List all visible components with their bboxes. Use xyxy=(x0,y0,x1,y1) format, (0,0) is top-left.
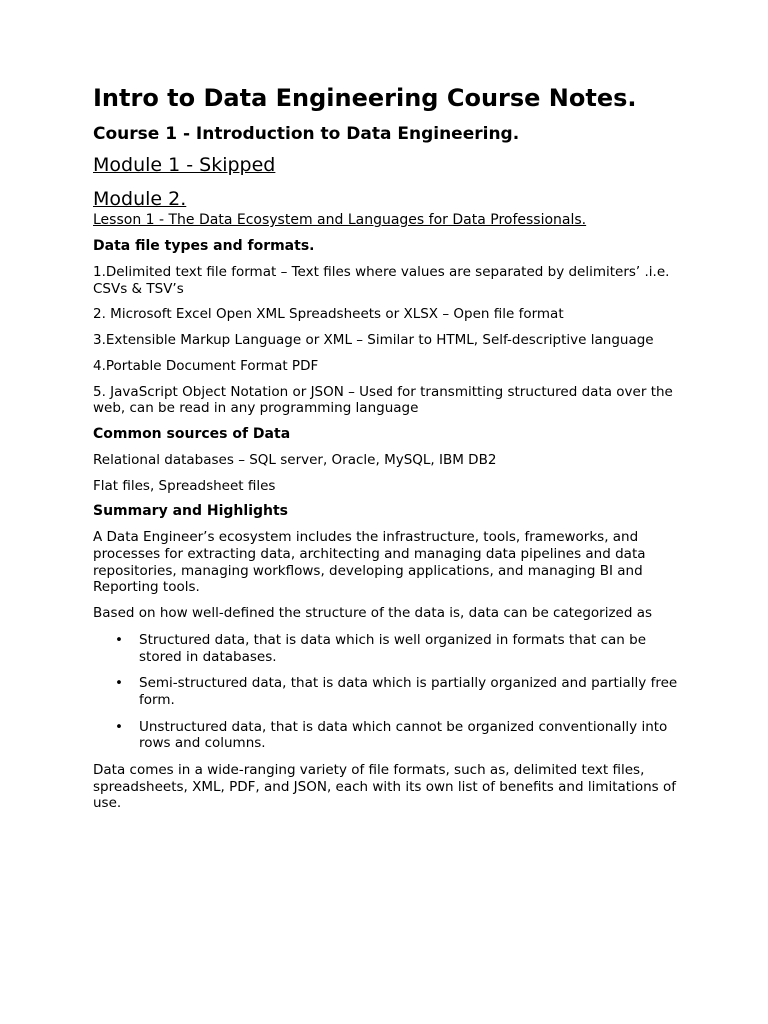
module-2-heading: Module 2. xyxy=(93,188,187,210)
list-item xyxy=(93,719,683,752)
bullet-icon: • xyxy=(115,718,123,735)
list-item xyxy=(93,632,683,665)
document-title: Intro to Data Engineering Course Notes. xyxy=(93,84,637,112)
bullet-icon: • xyxy=(115,675,123,692)
module-1-heading: Module 1 - Skipped xyxy=(93,154,276,176)
lesson-heading: Lesson 1 - The Data Ecosystem and Languages for Data Professionals. xyxy=(93,212,587,228)
summary-heading: Summary and Highlights xyxy=(93,503,289,520)
data-source-item: Relational databases – SQL server, Oracle, MySQL, IBM DB2 xyxy=(93,451,497,468)
summary-paragraph: Based on how well-defined the structure of the data is, data can be categorized as xyxy=(93,605,653,622)
file-type-item: 1.Delimited text file format – Text files where values are separated by delimiters’ .i.e. CSVs & TSV’s xyxy=(93,264,670,297)
file-type-item: 3.Extensible Markup Language or XML – Similar to HTML, Self-descriptive language xyxy=(93,332,654,349)
summary-paragraph: A Data Engineer’s ecosystem includes the infrastructure, tools, frameworks, and processes for extracting data, architecting and managing data pipelines and data repositories, managing workflows, developing applications, and managing BI and Reporting tools. xyxy=(93,529,646,596)
file-type-item: 5. JavaScript Object Notation or JSON – Used for transmitting structured data over the web, can be read in any programming language xyxy=(93,383,673,417)
course-heading: Course 1 - Introduction to Data Engineering. xyxy=(93,124,520,144)
bullet-icon: • xyxy=(115,631,123,648)
file-type-item: 2. Microsoft Excel Open XML Spreadsheets or XLSX – Open file format xyxy=(93,306,564,323)
document-page xyxy=(93,84,683,812)
list-item-text: Unstructured data, that is data which cannot be organized conventionally into rows and columns. xyxy=(139,718,668,752)
list-item-text: Structured data, that is data which is well organized in formats that can be stored in databases. xyxy=(139,631,647,665)
data-sources-heading: Common sources of Data xyxy=(93,425,291,442)
summary-paragraph: Data comes in a wide-ranging variety of file formats, such as, delimited text files, spreadsheets, XML, PDF, and JSON, each with its own list of benefits and limitations of use. xyxy=(93,762,676,812)
file-type-item: 4.Portable Document Format PDF xyxy=(93,357,319,374)
list-item-text: Semi-structured data, that is data which is partially organized and partially free form. xyxy=(139,675,678,708)
file-types-heading: Data file types and formats. xyxy=(93,238,315,254)
data-source-item: Flat files, Spreadsheet files xyxy=(93,477,276,494)
list-item xyxy=(93,675,683,708)
data-categories-list xyxy=(93,632,683,752)
